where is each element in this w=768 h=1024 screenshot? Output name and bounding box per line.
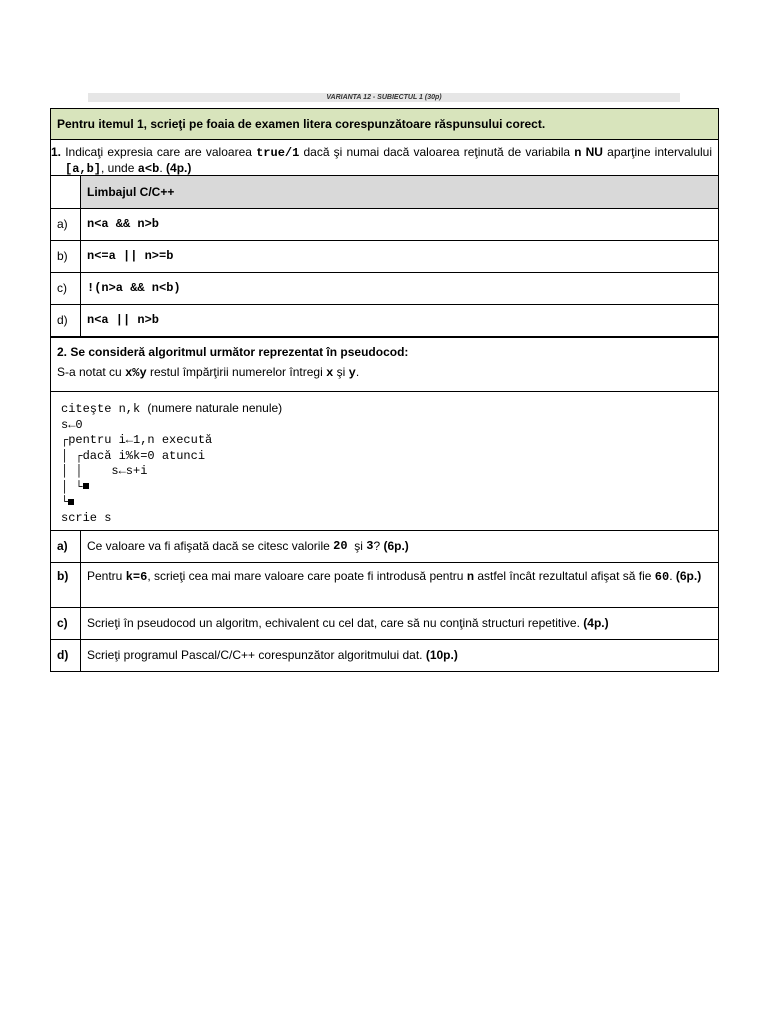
item2-var-y: y [348,366,356,380]
item2-and: şi [336,365,346,379]
option-code: !(n>a && n<b) [87,281,181,295]
item2-note-b: restul împărţirii numerelor întregi [150,365,323,379]
q-points: (6p.) [675,569,702,583]
item1-text-a: Indicaţi expresia care are valoarea [65,145,252,159]
item2-note [57,365,712,381]
item2-header [51,337,718,392]
item1-text-b: dacă şi numai dacă valoarea reţinută de variabila [303,145,571,159]
option-label: a) [51,209,81,240]
question-text [81,608,718,639]
q-and: şi [354,539,363,553]
code-line [61,495,708,511]
end-block-marker [68,499,74,505]
code-line [61,401,708,418]
q-points: (4p.) [583,616,609,630]
q-k-value: k=6 [125,570,148,584]
item1-points: (4p.) [166,161,192,175]
question-label: b) [51,563,81,607]
question-text [81,640,718,671]
q-text-b: , scrieţi cea mai mare valoare care poate fi introdusă pentru [147,569,464,583]
item1-text-d: , unde [101,161,135,175]
q-end: . [669,569,673,583]
item1-condition: a<b [137,162,160,176]
code-read: citeşte n,k [61,402,141,416]
item1-question [51,140,718,176]
q-text: Pentru [87,569,123,583]
code-line: │ ┌dacă i%k=0 atunci [61,448,206,463]
item2-title-line [57,345,712,360]
item2-var-x: x [326,366,334,380]
option-row [51,305,718,337]
item2-note-end: . [355,365,360,379]
q-text: Scrieţi programul Pascal/C/C++ corespunzător algoritmului dat. [87,648,423,662]
language-label-cell [51,176,81,208]
option-label: b) [51,241,81,272]
q-text: Scrieţi în pseudocod un algoritm, echivalent cu cel dat, care să nu conţină structuri repetitive. [87,616,580,630]
question-label: a) [51,531,81,562]
option-row [51,241,718,273]
item2-question-row [51,563,718,608]
exam-table [50,108,719,672]
q-text-c: astfel încât rezultatul afişat să fie [477,569,652,583]
item1-true-code: true/1 [256,146,300,160]
code-line [61,480,708,496]
question-text [81,563,718,607]
pseudocode-block [51,392,718,531]
item2-question-row [51,531,718,563]
option-label: c) [51,273,81,304]
language-header: Limbajul C/C++ [81,176,718,208]
option-code: n<a || n>b [87,313,160,327]
option-row [51,209,718,241]
q-text: Ce valoare va fi afişată dacă se citesc valorile [87,539,330,553]
q-value: 3 [366,539,374,553]
item1-var-n: n [574,146,582,160]
item2-note-a: S-a notat cu [57,365,122,379]
instruction-row [51,109,718,140]
option-code: n<a && n>b [87,217,160,231]
item1-interval: [a,b] [65,162,102,176]
q-value: 20 [333,539,348,553]
code-if-end: │ └ [61,479,83,494]
q-points: (10p.) [425,648,458,662]
q-n-var: n [466,570,475,584]
item2-question-row [51,640,718,671]
code-line: ┌pentru i←1,n execută [61,433,213,447]
code-line: s←0 [61,417,83,432]
question-label: d) [51,640,81,671]
item2-mod-expr: x%y [125,366,147,380]
question-label: c) [51,608,81,639]
code-line: │ │ s←s+i [61,464,148,478]
item2-title: Se consideră algoritmul următor reprezentat în pseudocod: [70,345,409,359]
item1-number: 1. [51,145,62,159]
code-comment: (numere naturale nenule) [147,401,283,415]
option-row [51,273,718,305]
option-label: d) [51,305,81,336]
end-block-marker [83,483,89,489]
code-line: scrie s [61,510,112,525]
item1-nu: NU [585,145,603,159]
option-code: n<=a || n>=b [87,249,174,263]
instruction-text: Pentru itemul 1, scrieţi pe foaia de examen litera corespunzătoare răspunsului corect. [57,116,546,131]
q-points: (6p.) [383,539,409,553]
variant-banner: VARIANTA 12 - SUBIECTUL 1 (30p) [88,93,680,102]
language-header-row [51,176,718,209]
q-end: ? [373,539,381,553]
item1-text-e: . [159,161,163,175]
question-text [81,531,718,562]
q-result-value: 60 [654,570,670,584]
item2-number: 2. [57,345,68,359]
item2-question-row [51,608,718,640]
item1-text-c: aparţine intervalului [607,145,713,159]
code-for-end: └ [61,495,69,509]
